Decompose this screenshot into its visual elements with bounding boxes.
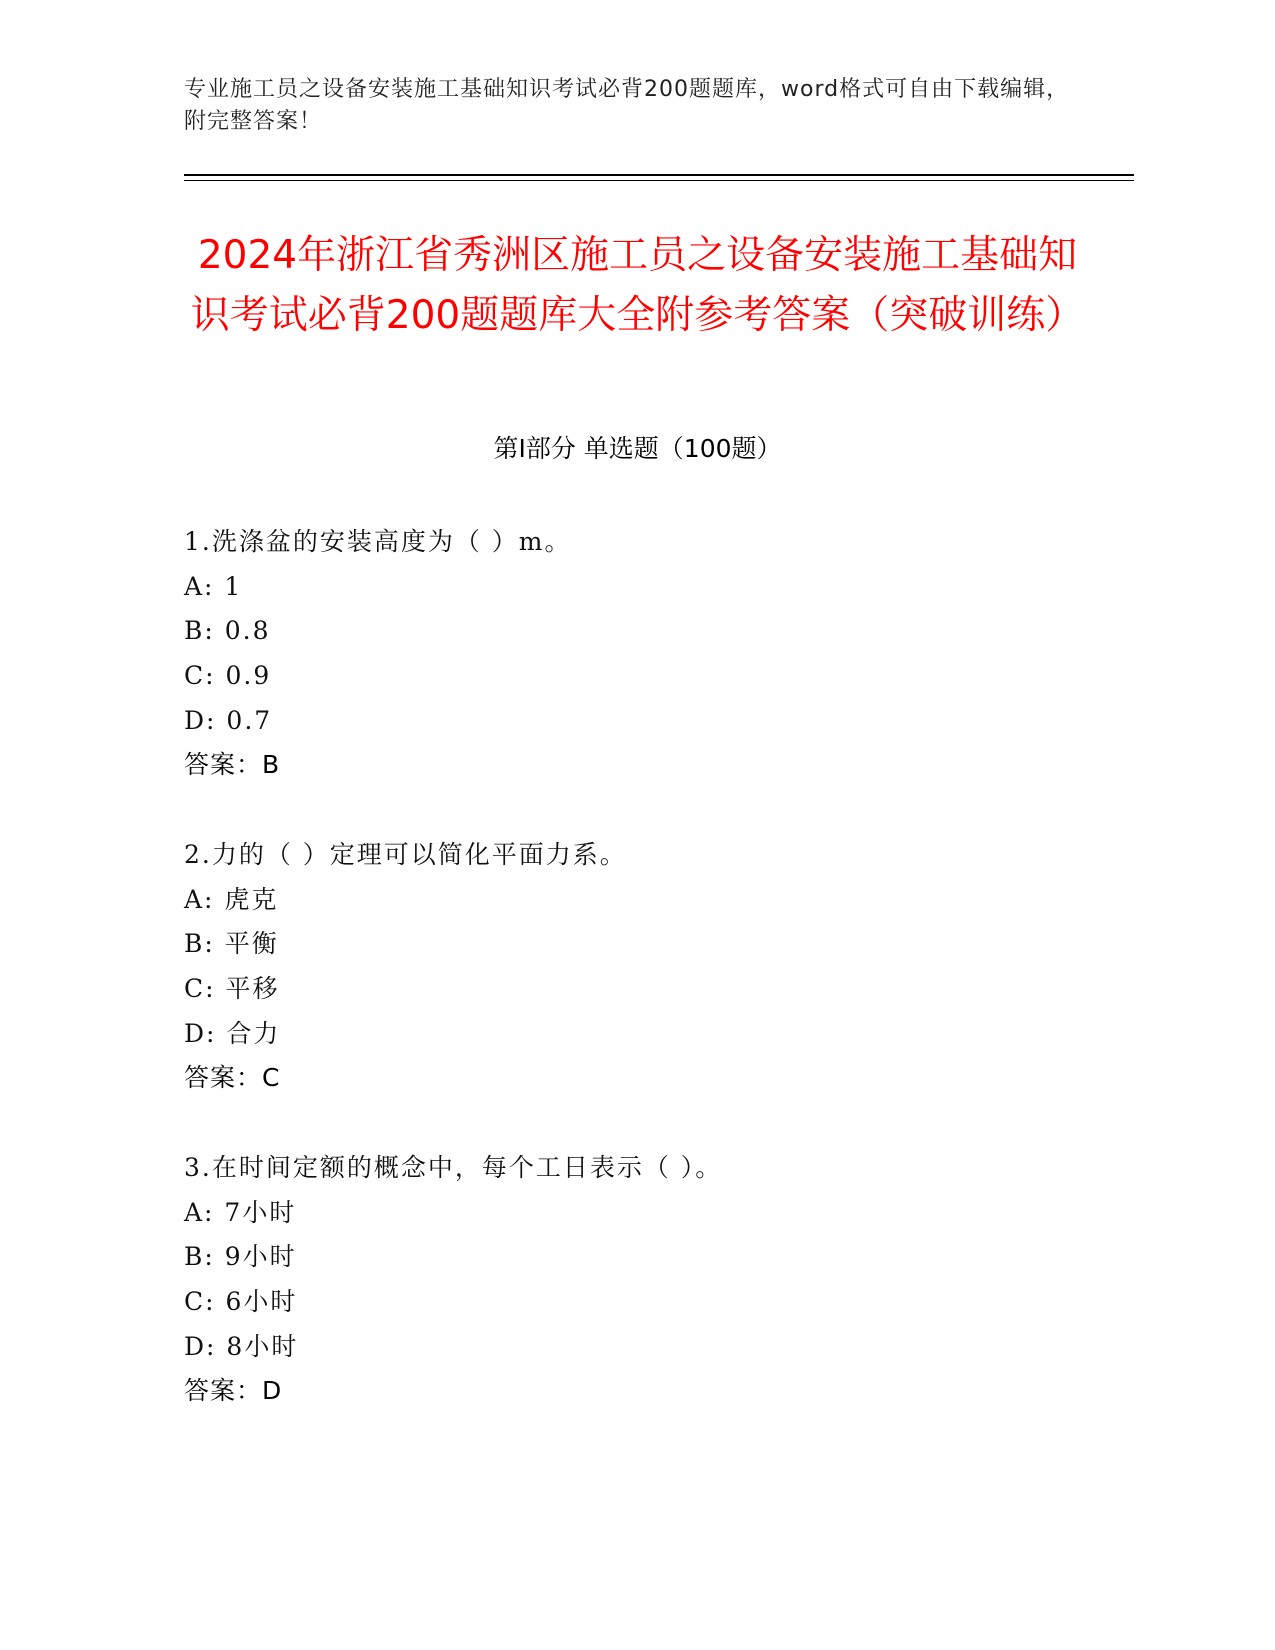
option-a: A: 1 (184, 571, 243, 601)
header-note: 专业施工员之设备安装施工基础知识考试必背200题题库，word格式可自由下载编辑，附完整答案！ (184, 77, 1070, 134)
option-d: D: 合力 (184, 1018, 281, 1048)
question-block (184, 520, 1084, 788)
header-divider-thin (184, 180, 1134, 181)
option-b: B: 平衡 (184, 929, 279, 959)
document-title: 2024年浙江省秀洲区施工员之设备安装施工基础知识考试必背200题题库大全附参考答案（突破训练） (190, 233, 1085, 338)
option-c: C: 平移 (184, 974, 280, 1004)
option-b: B: 9小时 (184, 1242, 297, 1272)
answer-line: 答案：B (184, 750, 281, 780)
option-b: B: 0.8 (184, 616, 271, 646)
question-block (184, 833, 1084, 1101)
option-d: D: 8小时 (184, 1331, 299, 1361)
option-a: A: 7小时 (184, 1197, 297, 1227)
option-c: C: 0.9 (184, 661, 272, 691)
answer-line: 答案：D (184, 1376, 283, 1406)
question-block (184, 1146, 1084, 1414)
question-stem: 1.洗涤盆的安装高度为（ ）m。 (184, 527, 572, 556)
answer-line: 答案：C (184, 1063, 281, 1093)
question-stem: 3.在时间定额的概念中，每个工日表示（ ）。 (184, 1153, 723, 1182)
header-divider-thick (184, 174, 1134, 176)
question-stem: 2.力的（ ）定理可以简化平面力系。 (184, 840, 627, 869)
option-d: D: 0.7 (184, 705, 273, 735)
section-title: 第Ⅰ部分 单选题（100题） (493, 434, 782, 463)
option-a: A: 虎克 (184, 884, 279, 914)
option-c: C: 6小时 (184, 1287, 298, 1317)
